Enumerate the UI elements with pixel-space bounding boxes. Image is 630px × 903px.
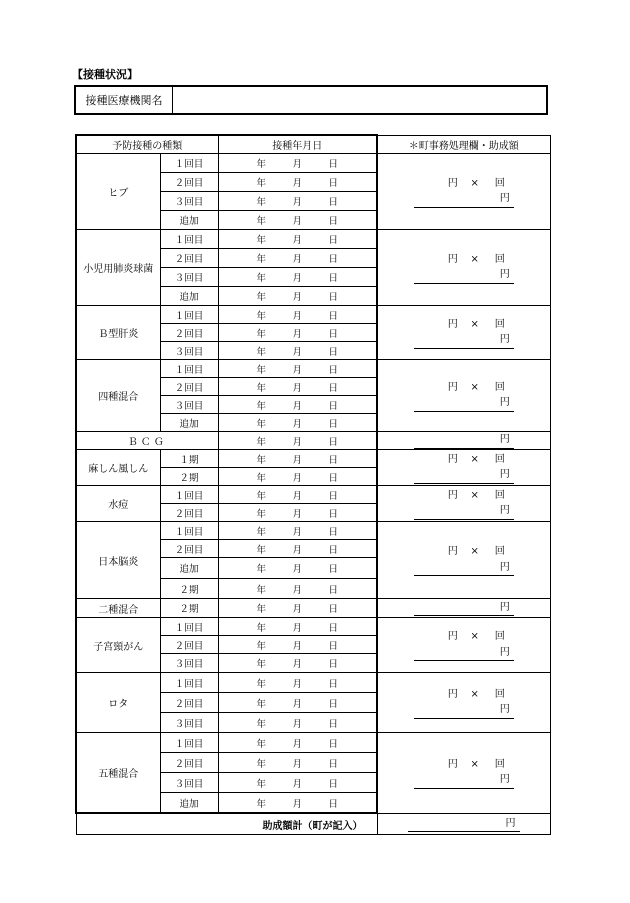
date-cell[interactable]	[218, 249, 377, 268]
date-cell[interactable]	[218, 618, 377, 636]
subsidy-cell[interactable]	[377, 486, 550, 522]
subsidy-cell[interactable]	[377, 306, 550, 360]
date-ymd: 年 月 日	[256, 159, 338, 170]
dose-label: ２回目	[160, 173, 218, 192]
date-ymd: 年 月 日	[256, 382, 338, 394]
dose-label: 追加	[160, 558, 218, 579]
date-cell[interactable]	[218, 793, 377, 814]
dose-label: １回目	[160, 733, 218, 753]
dose-label: ２期	[160, 579, 218, 599]
dose-label: ２回目	[160, 324, 218, 342]
date-ymd: 年 月 日	[256, 472, 338, 484]
date-ymd: 年 月 日	[256, 738, 338, 750]
date-ymd: 年 月 日	[256, 544, 338, 556]
vaccine-row-bcg	[76, 432, 550, 450]
subsidy-cell[interactable]	[377, 450, 550, 486]
dose-label: １回目	[160, 306, 218, 324]
dose-label: １期	[160, 450, 218, 468]
dose-label: １回目	[160, 618, 218, 636]
date-cell[interactable]	[218, 360, 377, 378]
dose-label: ３回目	[160, 654, 218, 673]
dose-label: ３回目	[160, 192, 218, 211]
dose-label: １回目	[160, 673, 218, 693]
date-cell[interactable]	[218, 753, 377, 773]
subsidy-calc: 円 × 回 円	[414, 629, 514, 661]
vaccine-name-dpt4: 四種混合	[76, 360, 160, 432]
subsidy-cell[interactable]	[377, 673, 550, 733]
dose-label: 追加	[160, 414, 218, 432]
date-ymd: 年 月 日	[256, 328, 338, 340]
subsidy-cell[interactable]	[377, 599, 550, 618]
date-cell[interactable]	[218, 599, 377, 618]
dose-label: ２回目	[160, 378, 218, 396]
dose-label: ２回目	[160, 540, 218, 558]
date-cell[interactable]	[218, 378, 377, 396]
date-cell[interactable]	[218, 693, 377, 713]
date-ymd: 年 月 日	[256, 235, 338, 246]
dose-label: ２期	[160, 599, 218, 618]
date-ymd: 年 月 日	[256, 254, 338, 265]
vaccine-name-dt2: 二種混合	[76, 599, 160, 618]
header-office: ＊町事務処理欄・助成額	[377, 135, 550, 154]
institution-label: 接種医療機関名	[76, 87, 173, 113]
date-ymd: 年 月 日	[256, 454, 338, 466]
dose-label: ３回目	[160, 268, 218, 287]
date-cell[interactable]	[218, 713, 377, 733]
date-cell[interactable]	[218, 558, 377, 579]
date-cell[interactable]	[218, 468, 377, 486]
total-row	[76, 813, 550, 835]
date-cell[interactable]	[218, 154, 377, 173]
subsidy-calc: 円	[414, 600, 514, 617]
date-ymd: 年 月 日	[256, 178, 338, 189]
total-amount-cell[interactable]	[377, 813, 550, 835]
subsidy-calc: 円 × 回 円	[414, 380, 514, 412]
subsidy-calc: 円 × 回 円	[414, 252, 514, 284]
date-ymd: 年 月 日	[256, 346, 338, 358]
dose-label: １回目	[160, 230, 218, 249]
dose-label: ２回目	[160, 249, 218, 268]
total-label: 助成額計（町が記入）	[76, 813, 377, 835]
dose-label: ２回目	[160, 693, 218, 713]
dose-label: ２回目	[160, 753, 218, 773]
date-cell[interactable]	[218, 773, 377, 793]
date-ymd: 年 月 日	[256, 718, 338, 730]
date-ymd: 年 月 日	[256, 436, 338, 448]
date-ymd: 年 月 日	[256, 698, 338, 710]
vaccine-row-dpt4	[76, 360, 550, 378]
date-cell[interactable]	[218, 396, 377, 414]
dose-label: ２期	[160, 468, 218, 486]
vaccine-row-dt2	[76, 599, 550, 618]
subsidy-cell[interactable]	[377, 154, 550, 230]
dose-label: ２回目	[160, 504, 218, 522]
date-cell[interactable]	[218, 211, 377, 230]
vaccine-name-rota: ロタ	[76, 673, 160, 733]
date-cell[interactable]	[218, 173, 377, 192]
institution-box	[74, 85, 548, 115]
vaccine-row-varicella	[76, 486, 550, 504]
subsidy-calc: 円 × 回 円	[414, 544, 514, 576]
date-ymd: 年 月 日	[256, 640, 338, 652]
section-title: 【接種状況】	[72, 68, 138, 81]
date-cell[interactable]	[218, 504, 377, 522]
dose-label: １回目	[160, 486, 218, 504]
date-cell[interactable]	[218, 324, 377, 342]
vaccine-name-hpv: 子宮頸がん	[76, 618, 160, 673]
subsidy-calc: 円 × 回 円	[414, 317, 514, 349]
subsidy-cell[interactable]	[377, 360, 550, 432]
date-ymd: 年 月 日	[256, 604, 338, 615]
date-cell[interactable]	[218, 287, 377, 306]
date-cell[interactable]	[218, 192, 377, 211]
date-ymd: 年 月 日	[256, 490, 338, 502]
dose-label: ２回目	[160, 636, 218, 654]
dose-label: １回目	[160, 522, 218, 540]
vaccine-name-hepb: Ｂ型肝炎	[76, 306, 160, 360]
vaccine-name-varicella: 水痘	[76, 486, 160, 522]
subsidy-calc: 円 × 回 円	[414, 452, 514, 484]
institution-field[interactable]	[173, 87, 546, 113]
subsidy-calc: 円	[414, 432, 514, 449]
vaccine-row-hepb	[76, 306, 550, 324]
date-cell[interactable]	[218, 306, 377, 324]
date-ymd: 年 月 日	[256, 418, 338, 430]
vaccine-row-rota	[76, 673, 550, 693]
subsidy-cell[interactable]	[377, 432, 550, 450]
vaccine-row-dpt5	[76, 733, 550, 753]
subsidy-calc: 円 × 回 円	[414, 176, 514, 208]
date-cell[interactable]	[218, 579, 377, 599]
date-ymd: 年 月 日	[256, 310, 338, 322]
subsidy-cell[interactable]	[377, 230, 550, 306]
header-row	[76, 135, 550, 154]
dose-label: １回目	[160, 360, 218, 378]
date-cell[interactable]	[218, 268, 377, 287]
date-cell[interactable]	[218, 450, 377, 468]
dose-label: 追加	[160, 793, 218, 814]
date-ymd: 年 月 日	[256, 622, 338, 634]
subsidy-calc: 円 × 回 円	[414, 757, 514, 789]
date-cell[interactable]	[218, 230, 377, 249]
vaccine-name-dpt5: 五種混合	[76, 733, 160, 814]
vaccine-row-hib	[76, 154, 550, 173]
dose-label: ３回目	[160, 773, 218, 793]
vaccine-name-mr: 麻しん風しん	[76, 450, 160, 486]
vaccine-name-hib: ヒブ	[76, 154, 160, 230]
subsidy-cell[interactable]	[377, 522, 550, 599]
date-ymd: 年 月 日	[256, 584, 338, 596]
date-cell[interactable]	[218, 342, 377, 360]
date-ymd: 年 月 日	[256, 778, 338, 790]
vaccine-row-je	[76, 522, 550, 540]
vaccine-name-pcv: 小児用肺炎球菌	[76, 230, 160, 306]
date-ymd: 年 月 日	[256, 400, 338, 412]
date-cell[interactable]	[218, 522, 377, 540]
vaccine-row-hpv	[76, 618, 550, 636]
date-cell[interactable]	[218, 486, 377, 504]
dose-label: ３回目	[160, 713, 218, 733]
subsidy-calc: 円 × 回 円	[414, 687, 514, 719]
date-ymd: 年 月 日	[256, 273, 338, 284]
date-ymd: 年 月 日	[256, 526, 338, 538]
date-ymd: 年 月 日	[256, 508, 338, 520]
date-cell[interactable]	[218, 654, 377, 673]
date-cell[interactable]	[218, 414, 377, 432]
date-cell[interactable]	[218, 432, 377, 450]
dose-label: ３回目	[160, 396, 218, 414]
date-ymd: 年 月 日	[256, 758, 338, 770]
date-cell[interactable]	[218, 540, 377, 558]
header-date: 接種年月日	[218, 135, 377, 154]
subsidy-calc: 円 × 回 円	[414, 488, 514, 520]
date-cell[interactable]	[218, 733, 377, 753]
subsidy-cell[interactable]	[377, 618, 550, 673]
vaccine-name-je: 日本脳炎	[76, 522, 160, 599]
total-amount: 円	[408, 816, 520, 833]
vaccination-table	[75, 134, 551, 835]
date-ymd: 年 月 日	[256, 678, 338, 690]
date-ymd: 年 月 日	[256, 798, 338, 810]
date-ymd: 年 月 日	[256, 216, 338, 227]
dose-label: １回目	[160, 154, 218, 173]
date-ymd: 年 月 日	[256, 564, 338, 575]
vaccine-row-mr	[76, 450, 550, 468]
date-cell[interactable]	[218, 636, 377, 654]
date-ymd: 年 月 日	[256, 292, 338, 303]
dose-label: 追加	[160, 287, 218, 306]
date-ymd: 年 月 日	[256, 197, 338, 208]
date-ymd: 年 月 日	[256, 659, 338, 670]
dose-label: 追加	[160, 211, 218, 230]
subsidy-cell[interactable]	[377, 733, 550, 814]
vaccine-row-pcv	[76, 230, 550, 249]
dose-label: ３回目	[160, 342, 218, 360]
vaccine-name-bcg: ＢＣＧ	[76, 432, 218, 450]
date-ymd: 年 月 日	[256, 364, 338, 376]
date-cell[interactable]	[218, 673, 377, 693]
header-vaccine-type: 予防接種の種類	[76, 135, 218, 154]
